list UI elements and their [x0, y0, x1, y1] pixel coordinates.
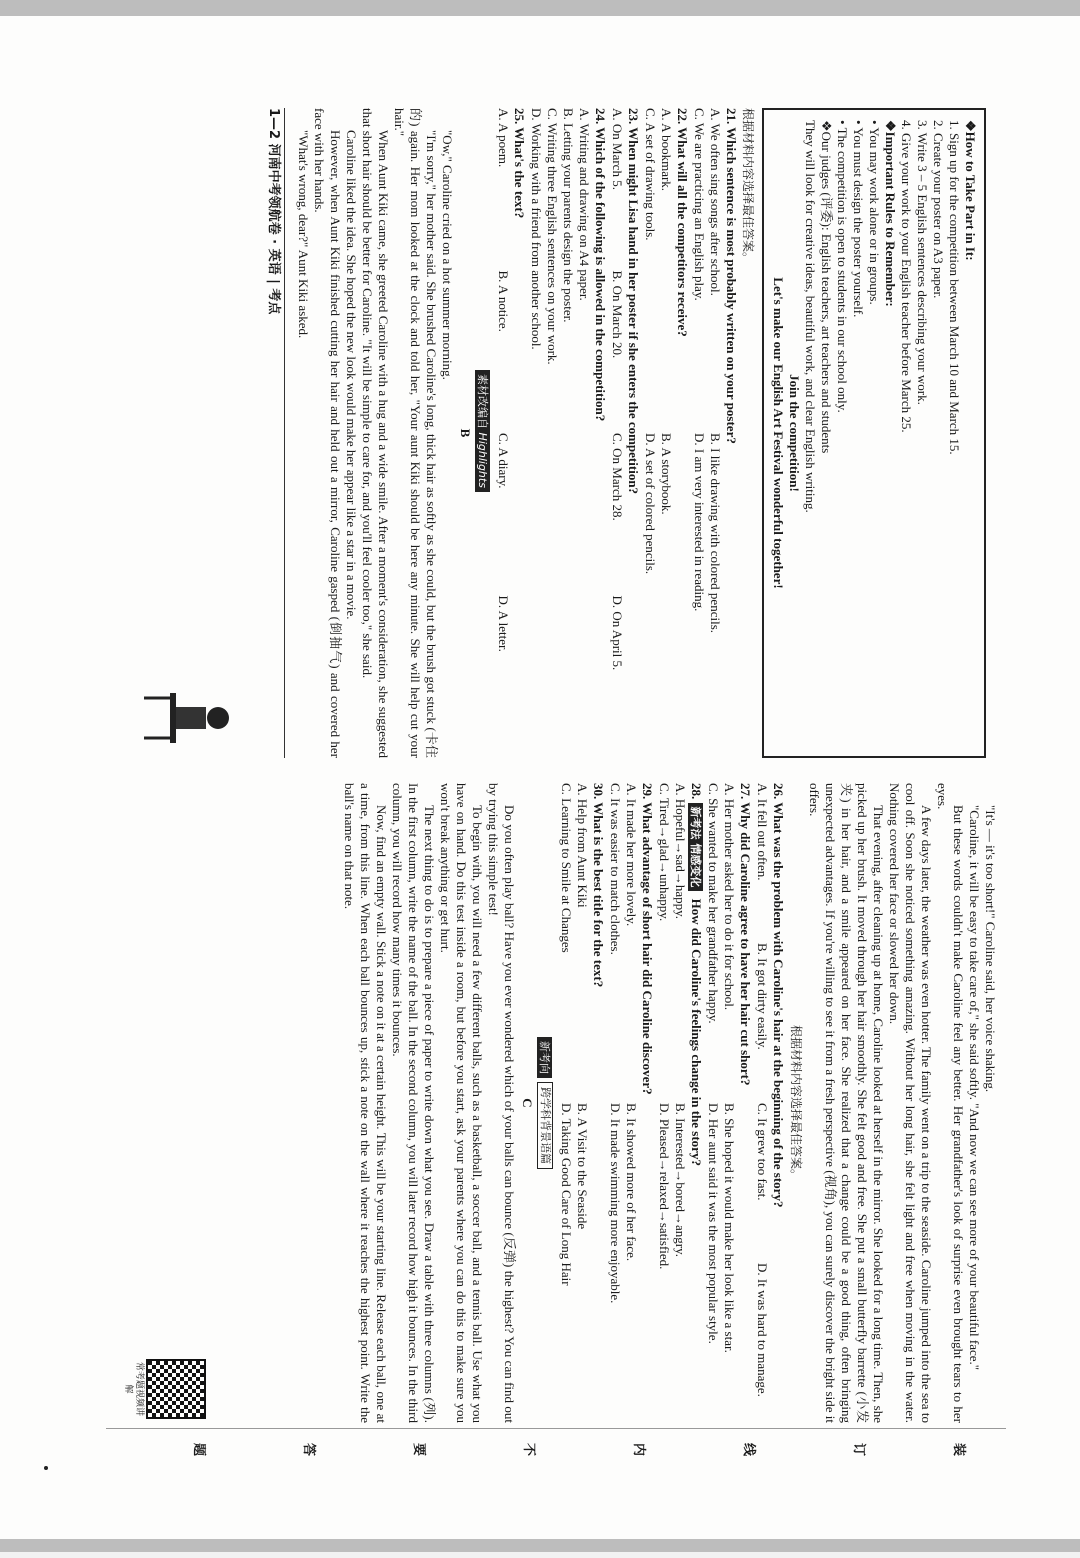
question-stem: 30. What is the best title for the text?: [591, 783, 606, 988]
topic-banner: [537, 783, 553, 1423]
motto-line: Let's make our English Art Festival wonderful together!: [771, 277, 786, 589]
binding-char: 线: [741, 1443, 756, 1457]
option[interactable]: B. It showed more of her face.: [624, 1103, 639, 1262]
how-title: ❖How to Take Part in It:: [963, 120, 978, 261]
scan-bottom-edge: [0, 1539, 1080, 1552]
rotated-exam-sheet: [106, 108, 1006, 1558]
rule-item: • The competition is open to students in our school only.: [835, 120, 850, 413]
rules-title: ❖Important Rules to Remember:: [883, 120, 898, 307]
topic-tag: 跨学科背景语篇: [537, 1082, 553, 1169]
question-27: [705, 783, 753, 1423]
option[interactable]: A. We often sing songs after school.: [708, 108, 723, 296]
notice-box: [762, 108, 986, 758]
instruction-a: 根据材料内容选择最佳答案。: [741, 108, 755, 265]
binding-margin: [106, 1428, 1006, 1549]
passage-paragraph: To begin with, you will need a few different balls, such as a basketball, a soccer ball, and a tennis ball. Use what you have on hand. Do this test inside a room, but before you start, ask your parents where you can do this to make sure you won't break anything or get hurt.: [438, 783, 485, 1423]
option[interactable]: D. It was hard to manage.: [755, 1263, 770, 1397]
scan-top-edge: [0, 0, 1080, 16]
passage-paragraph: Do you often play ball? Have you ever wondered which of your balls can bounce (反弹) the highest? You can find out by trying this simple test!: [486, 783, 517, 1423]
judges-line: They will look for creative ideas, beautiful work, and clear English writing.: [803, 120, 818, 513]
question-stem: 24. Which of the following is allowed in the competition?: [593, 108, 608, 422]
qr-code-icon: [146, 1359, 206, 1419]
question-24: [528, 108, 608, 758]
binding-char: 题: [191, 1443, 206, 1457]
new-method-tag: 新考法 情感变化: [688, 803, 703, 892]
option[interactable]: D. Pleased→relaxed→satisfied.: [657, 1103, 672, 1270]
question-stem: 26. What was the problem with Caroline's hair at the beginning of the story?: [771, 783, 786, 1208]
passage-paragraph: Now, find an empty wall. Stick a note on it at a certain height. This will be your starting line. Release each ball, one at a time, from this line. When each ball bounces up, stick a note on the wall where it reaches the highest point. Write the ball's name on that note.: [342, 783, 389, 1423]
passage-paragraph: "Ow," Caroline cried on a hot summer morning.: [440, 130, 455, 380]
passage-paragraph: "It's — it's too short!" Caroline said, her voice shaking.: [983, 805, 998, 1093]
passage-paragraph: The next thing to do is to prepare a piece of paper to write down what you see. Draw a table with three columns (列). In the first column, write the name of the ball. In the second column, you will later record how high it bounces. In the third column, you will record how many times it bounces.: [390, 783, 437, 1423]
passage-paragraph: When Aunt Kiki came, she greeted Caroline with a hug and a wide smile. After a moment's consideration, she suggested that short hair should be better for Caroline. "It will be simple to care for, and you'll feel cooler too," she said.: [360, 108, 391, 758]
option[interactable]: A. Her mother asked her to do it for school.: [722, 783, 737, 1011]
binding-char: 不: [521, 1443, 536, 1457]
question-stem: 23. When might Lisa hand in her poster if she enters the competition?: [626, 108, 641, 495]
option[interactable]: D. A letter.: [496, 595, 511, 652]
how-item: 3. Write 3 – 5 English sentences describing your work.: [915, 120, 930, 405]
section-letter-c: C: [520, 1098, 535, 1108]
page-footer: 1—2 河南中考领航卷 · 英语 | 考点: [265, 108, 285, 758]
source-banner: [475, 108, 490, 758]
option[interactable]: C. A set of drawing tools.: [643, 108, 658, 241]
binding-char: 要: [411, 1443, 426, 1457]
option[interactable]: A. It made her more lovely.: [624, 783, 639, 927]
option[interactable]: A. A poem.: [496, 108, 511, 168]
binding-char: 装: [951, 1443, 966, 1457]
rule-item: • You must design the poster yourself.: [851, 120, 866, 318]
option[interactable]: B. Letting your parents design the poster.: [561, 108, 576, 323]
rule-item: • You may work alone or in groups.: [867, 120, 882, 305]
how-item: 2. Create your poster on A3 paper.: [931, 120, 946, 299]
right-column: [106, 783, 1006, 1423]
question-30: [558, 783, 606, 1423]
option[interactable]: C. Learning to Smile at Changes: [559, 783, 574, 953]
passage-paragraph: "I'm sorry," her mother said. She brushed Caroline's long, thick hair as softly as she could, but the brush got stuck (卡住的) again. Her mom looked at the clock and told her, "Your aunt Kiki should be here any minute. She will help cut your hair.": [392, 108, 439, 758]
qr-label: 常考题视频讲解: [123, 1361, 144, 1416]
binding-char: 订: [851, 1443, 866, 1457]
section-letter-b: B: [458, 428, 473, 438]
question-28: [656, 783, 704, 1423]
option[interactable]: C. A diary.: [496, 433, 511, 489]
judges-line: ❖Our judges (评委): English teachers, art teachers and students: [819, 120, 834, 454]
option[interactable]: C. It grew too fast.: [755, 1103, 770, 1201]
source-tag: 素材改编自 Highlights: [475, 370, 490, 492]
option[interactable]: B. A Visit to the Seaside: [575, 1103, 590, 1230]
question-stem: 28. 新考法 情感变化 How did Caroline's feelings change in the story?: [689, 783, 704, 1166]
option[interactable]: C. Writing three English sentences on your work.: [545, 108, 560, 365]
how-item: 1. Sign up for the competition between March 10 and March 15.: [947, 120, 962, 455]
option[interactable]: A. Hopeful→sad→happy.: [673, 783, 688, 919]
option[interactable]: D. I am very interested in reading.: [692, 433, 707, 612]
passage-paragraph: "Caroline, it will be easy to take care of," she said softly. "And now we can see more of your beautiful face.": [967, 805, 982, 1371]
option[interactable]: D. A set of colored pencils.: [643, 433, 658, 575]
stray-mark: [44, 1466, 48, 1470]
passage-paragraph: Caroline liked the idea. She hoped the new look would make her appear like a star in a movie.: [344, 130, 359, 620]
passage-paragraph: However, when Aunt Kiki finished cutting her hair and held out a mirror, Caroline gasped (倒抽气) and covered her face with her hands.: [312, 108, 343, 758]
option[interactable]: D. It made swimming more enjoyable.: [608, 1103, 623, 1304]
left-column: [106, 108, 1006, 758]
question-stem: 25. What's the text?: [512, 108, 527, 219]
option[interactable]: C. It was easier to match clothes.: [608, 783, 623, 955]
question-stem: 21. Which sentence is most probably written on your poster?: [724, 108, 739, 444]
question-21: [691, 108, 739, 758]
binding-char: 内: [631, 1443, 646, 1457]
option[interactable]: A. Writing and drawing on A4 paper.: [577, 108, 592, 301]
passage-paragraph: A few days later, the weather was even hotter. The family went on a trip to the seaside. Caroline jumped into the sea to cool off. Soon she noticed something amazing. Without her long hair, she felt light and free when moving in the water. Nothing covered her face or slowed her down.: [887, 783, 934, 1423]
option[interactable]: B. A notice.: [496, 270, 511, 332]
option[interactable]: C. We are practicing an English play.: [692, 108, 707, 301]
question-stem: 27. Why did Caroline agree to have her hair cut short?: [738, 783, 753, 1086]
option[interactable]: A. On March 5.: [610, 108, 625, 190]
passage-paragraph: "What's wrong, dear?" Aunt Kiki asked.: [296, 130, 311, 339]
option[interactable]: A. Help from Aunt Kiki: [575, 783, 590, 908]
question-22: [642, 108, 690, 758]
option[interactable]: A. It fell out often.: [755, 783, 770, 881]
passage-paragraph: But these words couldn't make Caroline feel any better. Her grandfather's look of surprise even brought tears to her eyes.: [935, 783, 966, 1423]
question-25: [495, 108, 527, 758]
passage-paragraph: That evening, after cleaning up at home, Caroline looked at herself in the mirror. She looked for a long time. Then, she picked up her brush. It moved through her hair smoothly. She felt good and free. She put a small butterfly barrette (小发夹) in her hair, and a smile appeared on her face. She realized that a change could be a good thing, often bringing unexpected advantages. If you're willing to see it from a fresh perspective (视角), you can surely discover the bright side it offers.: [807, 783, 886, 1423]
option[interactable]: B. I like drawing with colored pencils.: [708, 433, 723, 634]
option[interactable]: C. Tired→glad→unhappy.: [657, 783, 672, 922]
option[interactable]: B. On March 20.: [610, 270, 625, 359]
option[interactable]: B. It got dirty easily.: [755, 943, 770, 1050]
option[interactable]: C. On March 28.: [610, 433, 625, 521]
option[interactable]: D. Taking Good Care of Long Hair: [559, 1103, 574, 1286]
question-23: [609, 108, 641, 758]
new-direction-tag: 新考向: [538, 1037, 553, 1078]
qr-code[interactable]: [116, 1358, 206, 1420]
option[interactable]: B. A storybook.: [659, 433, 674, 515]
option[interactable]: B. Interested→bored→angry.: [673, 1103, 688, 1258]
question-stem: 29. What advantage of short hair did Caroline discover?: [640, 783, 655, 1095]
question-stem: 22. What will all the competitors receive?: [675, 108, 690, 337]
join-line: Join the competition!: [787, 374, 802, 492]
how-item: 4. Give your work to your English teacher before March 25.: [899, 120, 914, 433]
question-26: [754, 783, 786, 1423]
option[interactable]: D. Working with a friend from another school.: [529, 108, 544, 350]
option[interactable]: B. She hoped it would make her look like a star.: [722, 1103, 737, 1353]
instruction-b: 根据材料内容选择最佳答案。: [789, 1024, 803, 1181]
option[interactable]: C. She wanted to make her grandfather happy.: [706, 783, 721, 1024]
option[interactable]: D. Her aunt said it was the most popular style.: [706, 1103, 721, 1344]
question-29: [607, 783, 655, 1423]
girl-illustration: [141, 683, 236, 753]
option[interactable]: A. A bookmark.: [659, 108, 674, 192]
binding-char: 答: [301, 1443, 316, 1457]
option[interactable]: D. On April 5.: [610, 595, 625, 671]
